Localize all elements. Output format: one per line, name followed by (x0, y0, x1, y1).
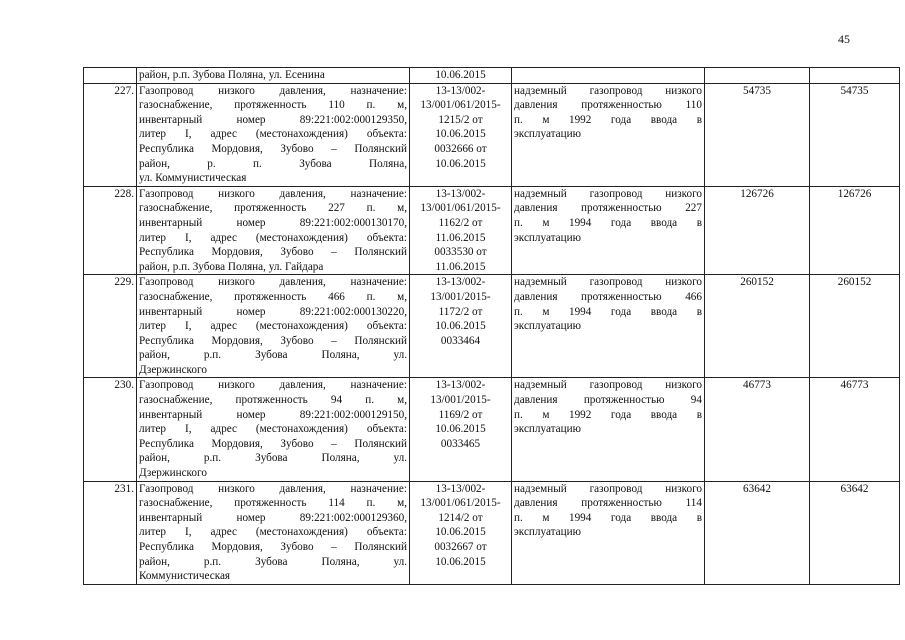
description-line: Республика Мордовия, Зубово – Полянский (139, 142, 407, 155)
characteristics-line: надземный газопровод низкого (514, 187, 702, 200)
characteristics-line: надземный газопровод низкого (514, 482, 702, 495)
value1-cell (705, 275, 810, 378)
description-cell (137, 275, 410, 378)
registration-cell (410, 68, 512, 84)
registration-line: 13-13/002- (435, 276, 486, 289)
value1: 63642 (743, 482, 771, 495)
row-number-cell (84, 378, 137, 481)
description-line: литер I, адрес (местонахождения) объекта: (139, 526, 407, 539)
row-number: 230. (114, 379, 134, 392)
row-number: 228. (114, 187, 134, 200)
registration-line: 11.06.2015 (435, 231, 486, 244)
registration-line: 1214/2 от (438, 511, 483, 524)
table-row (84, 186, 900, 275)
characteristics-line: п. м 1992 года ввода в (514, 113, 702, 126)
description-line: литер I, адрес (местонахождения) объекта: (139, 231, 407, 244)
value1-cell (705, 83, 810, 186)
registration-line: 10.06.2015 (435, 526, 486, 539)
registration-line: 0032666 от (434, 142, 487, 155)
table-row (84, 481, 900, 584)
description-line: район, р.п. Зубова Поляна, ул. Гайдара (139, 260, 324, 273)
value2: 54735 (840, 84, 869, 97)
description-line: Газопровод низкого давления, назначение: (139, 379, 407, 392)
description-line: район, р.п. Зубова Поляна, ул. (139, 452, 407, 465)
description-line: инвентарный номер 89:221:002:000129150, (139, 408, 407, 421)
value1-cell (705, 68, 810, 84)
description-line: Газопровод низкого давления, назначение: (139, 84, 407, 97)
value1-cell (705, 378, 810, 481)
value1: 54735 (743, 84, 771, 97)
value2-cell (810, 68, 900, 84)
registration-cell (410, 378, 512, 481)
registration-line: 0032667 от (434, 541, 487, 553)
description-line: Республика Мордовия, Зубово – Полянский (139, 334, 407, 347)
description-line: Дзержинского (139, 363, 207, 376)
registry-table (83, 67, 900, 585)
description-cell (137, 186, 410, 275)
registration-line: 1169/2 от (438, 408, 483, 421)
characteristics-cell (512, 378, 705, 481)
characteristics-line: давления протяженностью 94 (514, 394, 702, 407)
registration-line: 13-13/002- (435, 482, 486, 495)
registration-line: 13-13/002- (435, 379, 486, 392)
registration-line: 13-13/002- (435, 84, 486, 97)
characteristics-cell (512, 186, 705, 275)
registration-line: 13/001/061/2015- (420, 202, 501, 215)
description-line: Республика Мордовия, Зубово – Полянский (139, 246, 407, 259)
description-line: район, р. п. Зубова Поляна, (139, 157, 407, 170)
registration-line: 0033465 (440, 437, 481, 450)
description-line: литер I, адрес (местонахождения) объекта: (139, 320, 407, 333)
row-number-cell (84, 481, 137, 584)
registration-line: 13/001/2015- (430, 394, 491, 407)
description-line: Газопровод низкого давления, назначение: (139, 482, 407, 495)
characteristics-line: п. м 1994 года ввода в (514, 305, 702, 318)
value2-cell (810, 481, 900, 584)
registration-line: 10.06.2015 (435, 320, 486, 333)
registration-line: 10.06.2015 (435, 157, 486, 170)
characteristics-line: п. м 1994 года ввода в (514, 216, 702, 229)
registration-cell (410, 83, 512, 186)
description-line: Дзержинского (139, 467, 207, 480)
registration-line: 10.06.2015 (435, 423, 486, 436)
registration-line: 0033530 от (434, 246, 487, 259)
registration-line: 0033464 (440, 334, 481, 347)
description-line: инвентарный номер 89:221:002:000129360, (139, 511, 407, 524)
description-cell (137, 481, 410, 584)
value2: 46773 (840, 379, 869, 392)
characteristics-line: п. м 1992 года ввода в (514, 408, 702, 421)
registration-line: 13/001/061/2015- (420, 497, 501, 510)
value1: 260152 (740, 276, 774, 289)
description-line: Газопровод низкого давления, назначение: (139, 187, 407, 200)
characteristics-line: давления протяженностью 110 (514, 99, 702, 112)
characteristics-line: эксплуатацию (514, 231, 581, 244)
characteristics-line: надземный газопровод низкого (514, 276, 702, 289)
table-row (84, 378, 900, 481)
description-cell (137, 83, 410, 186)
description-line: газоснабжение, протяженность 227 п. м, (139, 202, 407, 215)
registration-line: 1162/2 от (438, 216, 483, 229)
registration-line: 10.06.2015 (435, 128, 486, 141)
registration-line: 13-13/002- (435, 187, 486, 200)
description-line: инвентарный номер 89:221:002:000130220, (139, 305, 407, 318)
row-number-cell (84, 186, 137, 275)
characteristics-cell (512, 68, 705, 84)
registration-cell (410, 481, 512, 584)
characteristics-line: надземный газопровод низкого (514, 379, 702, 392)
registration-line: 1215/2 от (438, 113, 483, 126)
description-line: район, р.п. Зубова Поляна, ул. Есенина (139, 69, 325, 81)
description-line: Республика Мордовия, Зубово – Полянский (139, 541, 407, 553)
description-line: литер I, адрес (местонахождения) объекта: (139, 423, 407, 436)
description-cell (137, 378, 410, 481)
description-line: район, р.п. Зубова Поляна, ул. (139, 555, 407, 568)
characteristics-line: надземный газопровод низкого (514, 84, 702, 97)
registration-line: 10.06.2015 (435, 555, 486, 568)
characteristics-line: давления протяженностью 466 (514, 290, 702, 303)
registration-line: 1172/2 от (438, 305, 483, 318)
value2: 260152 (837, 276, 872, 289)
characteristics-cell (512, 275, 705, 378)
characteristics-line: эксплуатацию (514, 320, 581, 333)
registration-line: 13/001/2015- (430, 290, 491, 303)
description-line: Коммунистическая (139, 570, 231, 583)
characteristics-line: эксплуатацию (514, 128, 581, 141)
description-line: литер I, адрес (местонахождения) объекта: (139, 128, 407, 141)
description-line: Республика Мордовия, Зубово – Полянский (139, 437, 407, 450)
description-line: Газопровод низкого давления, назначение: (139, 276, 407, 289)
row-number: 229. (114, 276, 134, 289)
description-line: инвентарный номер 89:221:002:000130170, (139, 216, 407, 229)
characteristics-line: п. м 1994 года ввода в (514, 511, 702, 524)
registration-cell (410, 186, 512, 275)
characteristics-cell (512, 83, 705, 186)
value2-cell (810, 186, 900, 275)
value2-cell (810, 83, 900, 186)
characteristics-cell (512, 481, 705, 584)
value2: 63642 (840, 482, 869, 495)
registration-line: 10.06.2015 (435, 69, 486, 81)
description-line: газоснабжение, протяженность 114 п. м, (139, 497, 407, 510)
description-line: газоснабжение, протяженность 110 п. м, (139, 99, 407, 112)
table-row (84, 275, 900, 378)
value1-cell (705, 481, 810, 584)
description-line: район, р.п. Зубова Поляна, ул. (139, 349, 407, 362)
value1: 46773 (743, 379, 771, 392)
characteristics-line: давления протяженностью 114 (514, 497, 702, 510)
registration-line: 11.06.2015 (435, 260, 486, 273)
row-number-cell (84, 68, 137, 84)
page-number: 45 (838, 32, 850, 46)
value1-cell (705, 186, 810, 275)
table-row (84, 83, 900, 186)
description-line: газоснабжение, протяженность 94 п. м, (139, 394, 407, 407)
row-number-cell (84, 275, 137, 378)
row-number-cell (84, 83, 137, 186)
registration-line: 13/001/061/2015- (420, 99, 501, 112)
continuation-row (84, 68, 900, 84)
description-line: инвентарный номер 89:221:002:000129350, (139, 113, 407, 126)
value2-cell (810, 378, 900, 481)
description-line: ул. Коммунистическая (139, 172, 247, 185)
registration-cell (410, 275, 512, 378)
description-line: газоснабжение, протяженность 466 п. м, (139, 290, 407, 303)
row-number: 227. (114, 84, 134, 97)
value2: 126726 (837, 187, 872, 200)
characteristics-line: эксплуатацию (514, 423, 581, 436)
description-cell (137, 68, 410, 84)
row-number: 231. (114, 482, 134, 495)
value2-cell (810, 275, 900, 378)
characteristics-line: давления протяженностью 227 (514, 202, 702, 215)
value1: 126726 (740, 187, 774, 200)
characteristics-line: эксплуатацию (514, 526, 581, 539)
